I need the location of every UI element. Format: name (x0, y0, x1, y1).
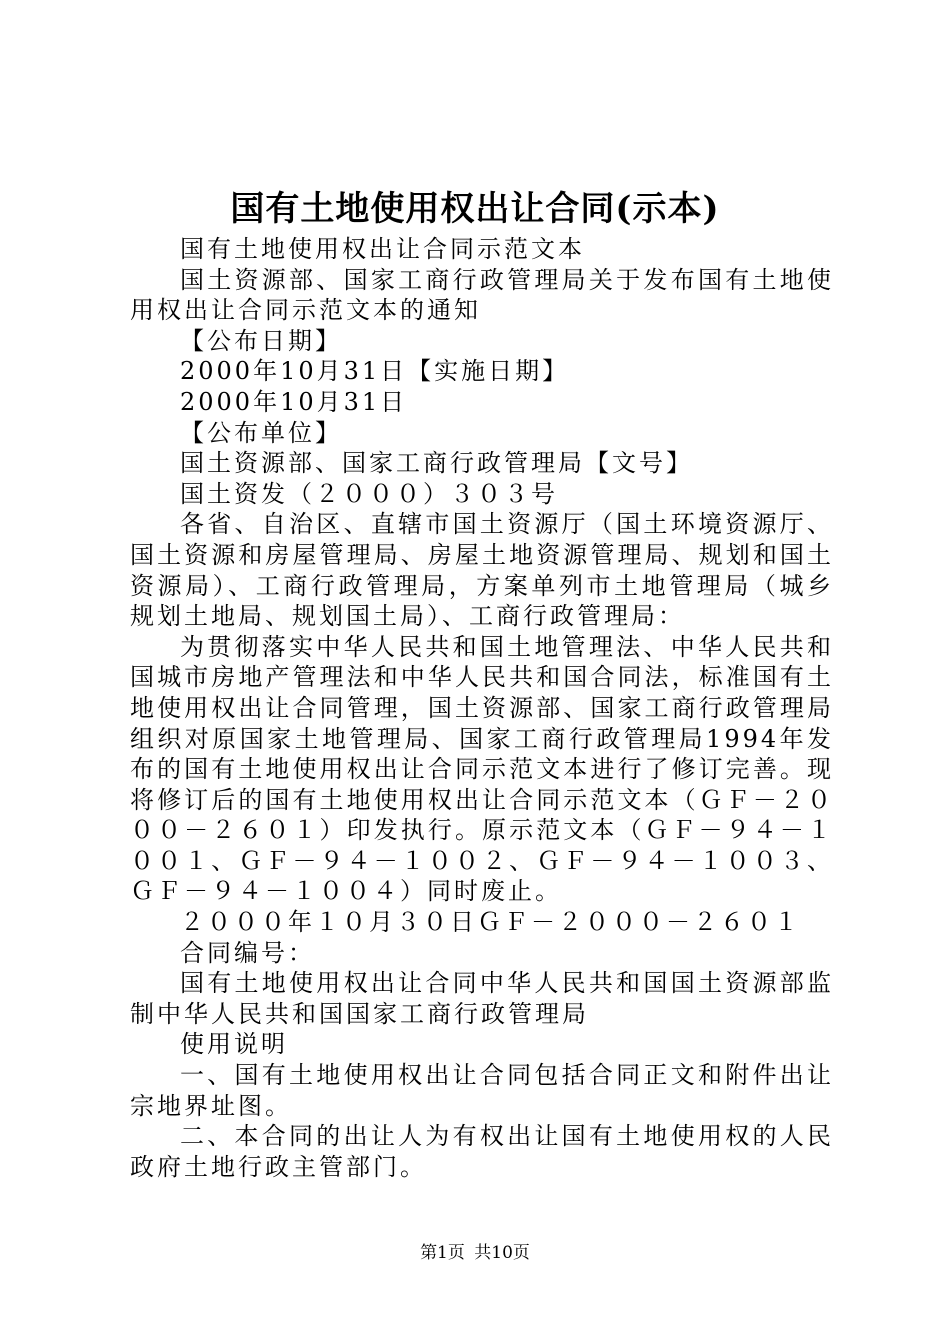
paragraph: 2000年10月31日【实施日期】 (180, 357, 570, 386)
paragraph: 国有土地使用权出让合同示范文本 (180, 235, 585, 263)
paragraph: 合同编号： (180, 938, 315, 967)
paragraph: 各省、自治区、直辖市国土资源厅（国土环境资源厅、国土资源和房屋管理局、房屋土地资源管理局、规划和国土资源局）、工商行政管理局，方案单列市土地管理局（城乡规划土地局、规划国土局）、工商行政管理局： (130, 510, 834, 631)
paragraph: 2000年10月31日 (180, 387, 408, 416)
paragraph: 使用说明 (180, 1030, 288, 1059)
page-total: 共10页 (474, 1243, 530, 1263)
page-footer (0, 1241, 950, 1265)
paragraph: 【公布单位】 (180, 418, 342, 447)
document-body (130, 234, 834, 1182)
paragraph: ２０００年１０月３０日ＧＦ－２０００－２６０１ (180, 908, 801, 937)
paragraph: 国有土地使用权出让合同中华人民共和国国土资源部监制中华人民共和国国家工商行政管理局 (130, 969, 834, 1028)
paragraph: 国土资源部、国家工商行政管理局【文号】 (180, 449, 693, 478)
paragraph: 二、本合同的出让人为有权出让国有土地使用权的人民政府土地行政主管部门。 (130, 1122, 834, 1181)
paragraph: 为贯彻落实中华人民共和国土地管理法、中华人民共和国城市房地产管理法和中华人民共和国合同法，标准国有土地使用权出让合同管理，国土资源部、国家工商行政管理局组织对原国家土地管理局、国家工商行政管理局1994年发布的国有土地使用权出让合同示范文本进行了修订完善。现将修订后的国有土地使用权出让合同示范文本（ＧＦ－２０００－２６０１）印发执行。原示范文本（ＧＦ－９４－１００１、ＧＦ－９４－１００２、ＧＦ－９４－１００３、ＧＦ－９４－１００４）同时废止。 (130, 632, 834, 906)
paragraph: 一、国有土地使用权出让合同包括合同正文和附件出让宗地界址图。 (130, 1061, 834, 1120)
paragraph: 【公布日期】 (180, 326, 342, 355)
paragraph: 国土资源部、国家工商行政管理局关于发布国有土地使用权出让合同示范文本的通知 (130, 265, 834, 325)
document-title: 国有土地使用权出让合同(示本) (230, 189, 720, 229)
page-number: 第1页 (420, 1243, 465, 1263)
paragraph: 国土资发（２０００）３０３号 (180, 479, 558, 508)
